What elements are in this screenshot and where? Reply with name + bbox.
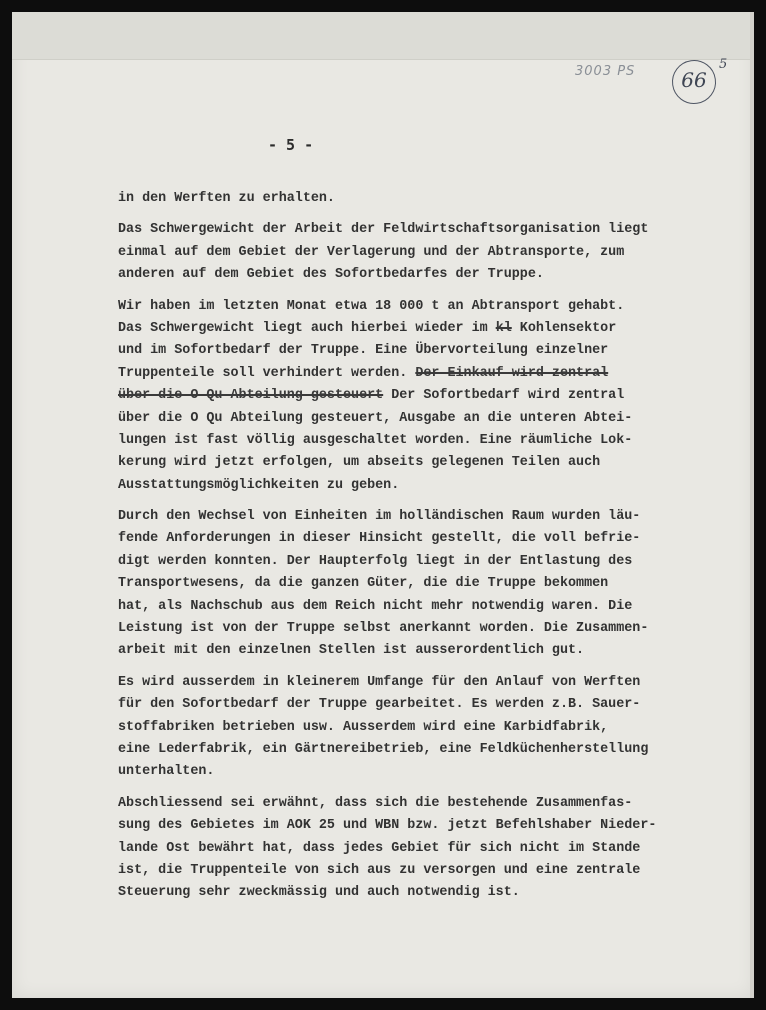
- line-text: Durch den Wechsel von Einheiten im holländischen Raum wurden läu-: [118, 509, 641, 525]
- line-text: hat, als Nachschub aus dem Reich nicht mehr notwendig waren. Die: [118, 598, 633, 614]
- text-line: [118, 242, 754, 264]
- text-line: [118, 318, 754, 340]
- text-line: [118, 340, 754, 362]
- line-text: Wir haben im letzten Monat etwa 18 000 t an Abtransport gehabt.: [118, 298, 625, 314]
- page-top-margin: [12, 12, 754, 60]
- text-line: [118, 363, 754, 385]
- text-line: [118, 264, 754, 286]
- line-text: Steuerung sehr zweckmässig und auch notwendig ist.: [118, 885, 520, 901]
- text-line: [118, 573, 754, 595]
- text-line: [118, 761, 754, 783]
- text-line: [118, 385, 754, 407]
- line-text: Abschliessend sei erwähnt, dass sich die bestehende Zusammenfas-: [118, 795, 633, 811]
- line-text: und im Sofortbedarf der Truppe. Eine Übervorteilung einzelner: [118, 343, 609, 359]
- folio-sub-number: 5: [719, 57, 728, 72]
- document-body: [118, 188, 754, 914]
- text-line: [118, 596, 754, 618]
- text-line: [118, 219, 754, 241]
- text-line: [118, 408, 754, 430]
- line-text: fende Anforderungen in dieser Hinsicht gestellt, die voll befrie-: [118, 531, 641, 547]
- text-line: [118, 551, 754, 573]
- line-text: Der Sofortbedarf wird zentral: [383, 388, 625, 404]
- text-line: [118, 739, 754, 761]
- line-text: eine Lederfabrik, ein Gärtnereibetrieb, eine Feldküchenherstellung: [118, 741, 649, 757]
- text-line: [118, 506, 754, 528]
- line-text: für den Sofortbedarf der Truppe gearbeitet. Es werden z.B. Sauer-: [118, 697, 641, 713]
- line-text: lande Ost bewährt hat, dass jedes Gebiet für sich nicht im Stande: [118, 840, 641, 856]
- paragraph: [118, 296, 754, 498]
- text-line: [118, 475, 754, 497]
- line-text: Es wird ausserdem in kleinerem Umfange für den Anlauf von Werften: [118, 674, 641, 690]
- struck-through-text: Der Einkauf wird zentral: [415, 365, 609, 381]
- line-text: arbeit mit den einzelnen Stellen ist ausserordentlich gut.: [118, 643, 585, 659]
- text-line: [118, 793, 754, 815]
- text-line: [118, 640, 754, 662]
- line-text: Leistung ist von der Truppe selbst anerkannt worden. Die Zusammen-: [118, 621, 649, 637]
- line-text: lungen ist fast völlig ausgeschaltet worden. Eine räumliche Lok-: [118, 432, 633, 448]
- line-text: digt werden konnten. Der Haupterfolg liegt in der Entlastung des: [118, 553, 633, 569]
- text-line: [118, 860, 754, 882]
- text-line: [118, 296, 754, 318]
- paragraph: [118, 219, 754, 286]
- paragraph: [118, 506, 754, 663]
- text-line: [118, 838, 754, 860]
- page-number: - 5 -: [268, 136, 314, 154]
- text-line: [118, 672, 754, 694]
- text-line: [118, 717, 754, 739]
- struck-through-text: über die O Qu Abteilung gesteuert: [118, 388, 384, 404]
- text-line: [118, 528, 754, 550]
- line-text: Das Schwergewicht der Arbeit der Feldwirtschaftsorganisation liegt: [118, 222, 649, 238]
- archive-reference: 3003 PS: [575, 64, 636, 79]
- paragraph: [118, 188, 754, 210]
- struck-through-text: kl: [495, 320, 512, 336]
- text-line: [118, 882, 754, 904]
- text-line: [118, 694, 754, 716]
- line-text: ist, die Truppenteile von sich aus zu versorgen und eine zentrale: [118, 862, 641, 878]
- line-text: sung des Gebietes im AOK 25 und WBN bzw. jetzt Befehlshaber Nieder-: [118, 818, 657, 834]
- line-text: über die O Qu Abteilung gesteuert, Ausgabe an die unteren Abtei-: [118, 410, 633, 426]
- line-text: unterhalten.: [118, 764, 215, 780]
- document-page: [12, 12, 754, 998]
- text-line: [118, 815, 754, 837]
- line-text: kerung wird jetzt erfolgen, um abseits gelegenen Teilen auch: [118, 455, 601, 471]
- text-line: [118, 430, 754, 452]
- text-line: [118, 188, 754, 210]
- line-text: Transportwesens, da die ganzen Güter, die die Truppe bekommen: [118, 576, 609, 592]
- line-text: Kohlensektor: [511, 320, 617, 336]
- folio-number: 66: [681, 68, 707, 92]
- line-text: Das Schwergewicht liegt auch hierbei wieder im: [118, 320, 496, 336]
- line-text: stoffabriken betrieben usw. Ausserdem wird eine Karbidfabrik,: [118, 719, 609, 735]
- paragraph: [118, 793, 754, 905]
- line-text: anderen auf dem Gebiet des Sofortbedarfes der Truppe.: [118, 267, 544, 283]
- paragraph: [118, 672, 754, 784]
- line-text: Truppenteile soll verhindert werden.: [118, 365, 416, 381]
- text-line: [118, 452, 754, 474]
- line-text: einmal auf dem Gebiet der Verlagerung und der Abtransporte, zum: [118, 244, 625, 260]
- line-text: in den Werften zu erhalten.: [118, 191, 335, 206]
- line-text: Ausstattungsmöglichkeiten zu geben.: [118, 477, 400, 493]
- text-line: [118, 618, 754, 640]
